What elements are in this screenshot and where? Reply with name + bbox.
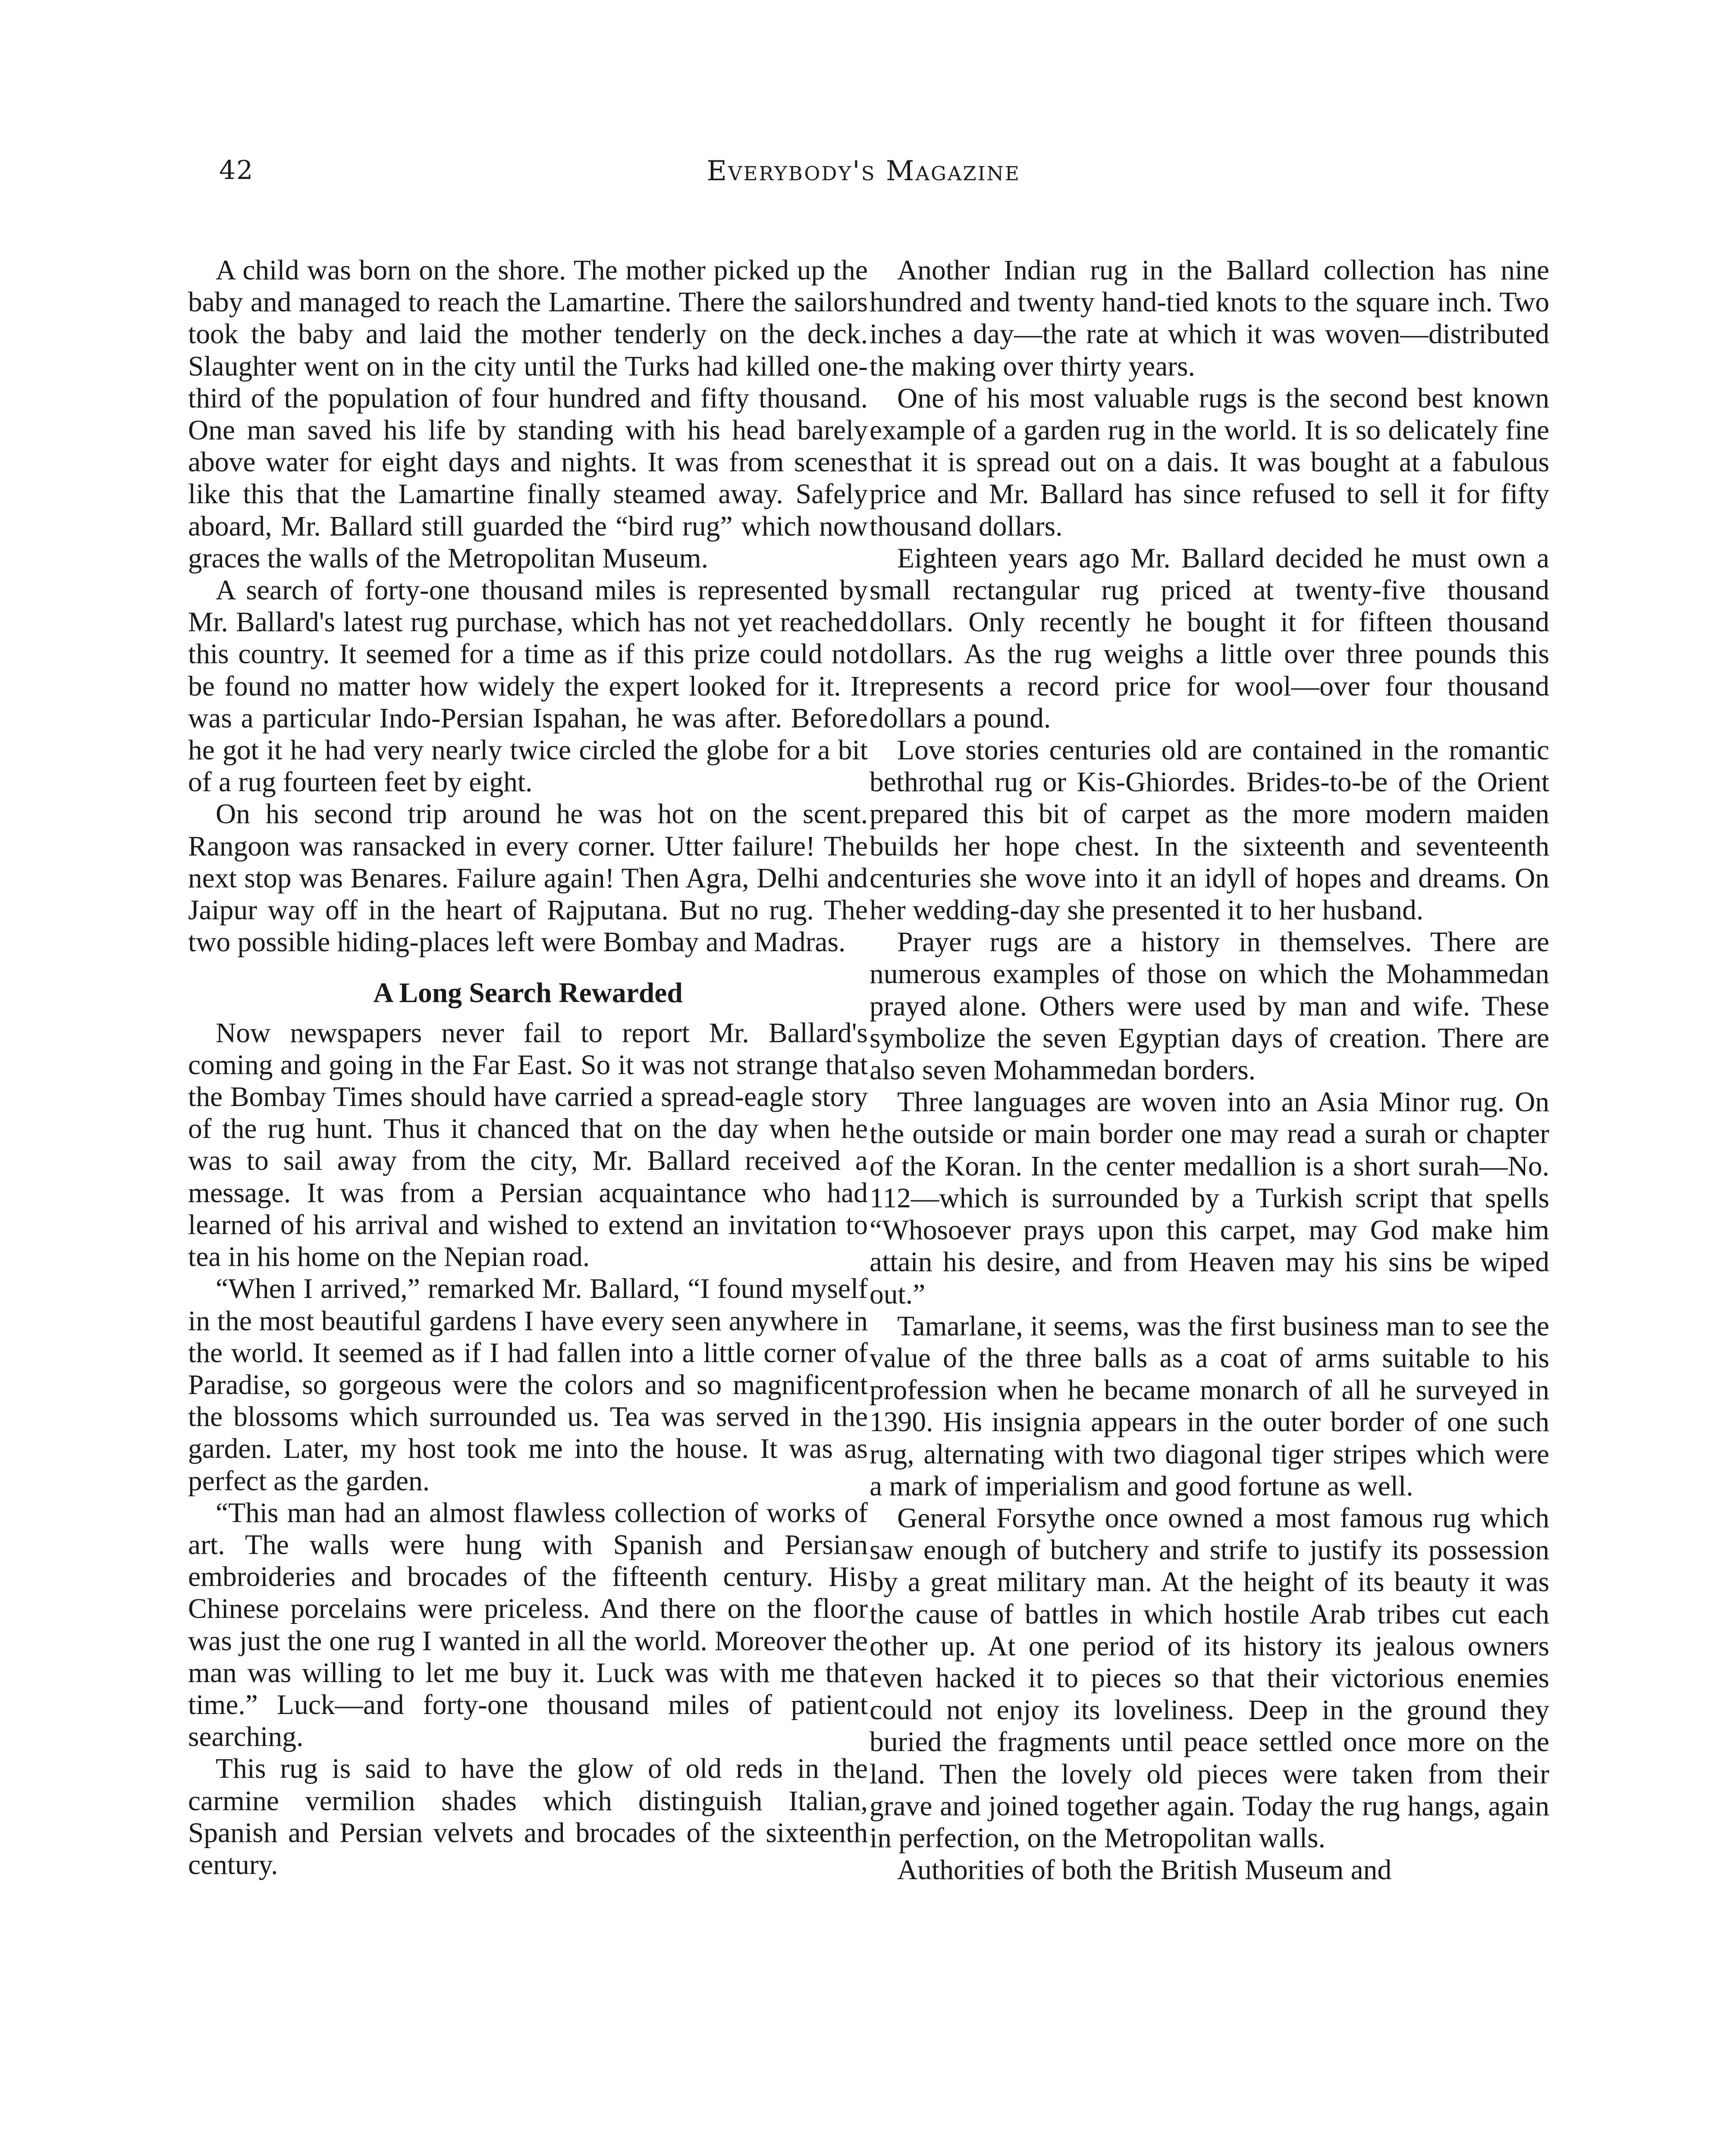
paragraph: A child was born on the shore. The mother picked up the baby and managed to reach the Lamartine. There the sailors took the baby and laid the mother tenderly on the deck. Slaughter went on in the city until the Turks had killed one-third of the population of four hundred and fifty thousand. One man saved his life by standing with his head barely above water for eight days and nights. It was from scenes like this that the Lamartine finally steamed away. Safely aboard, Mr. Ballard still guarded the “bird rug” which now graces the walls of the Metropolitan Museum. <box>188 255 868 574</box>
paragraph: Authorities of both the British Museum and <box>897 1855 1392 1886</box>
running-head: Everybody's Magazine <box>706 155 1020 187</box>
article-column-right <box>870 254 1549 1886</box>
paragraph: “This man had an almost flawless collection of works of art. The walls were hung with Spanish and Persian embroideries and brocades of the fifteenth century. His Chinese porcelains were priceless. And there on the floor was just the one rug I wanted in all the world. Moreover the man was willing to let me buy it. Luck was with me that time.” Luck—and forty-one thousand miles of patient searching. <box>188 1497 868 1753</box>
paragraph: Another Indian rug in the Ballard collection has nine hundred and twenty hand-tied knots to the square inch. Two inches a day—the rate at which it was woven—distributed the making over thirty years. <box>870 255 1549 382</box>
paragraph: Now newspapers never fail to report Mr. Ballard's coming and going in the Far East. So it was not strange that the Bombay Times should have carried a spread-eagle story of the rug hunt. Thus it chanced that on the day when he was to sail away from the city, Mr. Ballard received a message. It was from a Persian acquaintance who had learned of his arrival and wished to extend an invitation to tea in his home on the Nepian road. <box>188 1017 868 1273</box>
paragraph: “When I arrived,” remarked Mr. Ballard, “I found myself in the most beautiful gardens I have every seen anywhere in the world. It seemed as if I had fallen into a little corner of Paradise, so gorgeous were the colors and so magnificent the blossoms which surrounded us. Tea was served in the garden. Later, my host took me into the house. It was as perfect as the garden. <box>188 1273 868 1497</box>
page-number: 42 <box>219 155 254 185</box>
paragraph: Prayer rugs are a history in themselves. There are numerous examples of those on which the Mohammedan prayed alone. Others were used by man and wife. These symbolize the seven Egyptian days of creation. There are also seven Mohammedan borders. <box>870 927 1549 1086</box>
paragraph: On his second trip around he was hot on the scent. Rangoon was ransacked in every corner. Utter failure! The next stop was Benares. Failure again! Then Agra, Delhi and Jaipur way off in the heart of Rajputana. But no rug. The two possible hiding-places left were Bombay and Madras. <box>188 799 868 958</box>
article-column-left <box>188 254 868 1881</box>
page-header <box>0 155 1727 207</box>
section-subhead: A Long Search Rewarded <box>373 978 683 1009</box>
paragraph: Three languages are woven into an Asia Minor rug. On the outside or main border one may read a surah or chapter of the Koran. In the center medallion is a short surah—No. 112—which is surrounded by a Turkish script that spells “Whosoever prays upon this carpet, may God make him attain his desire, and from Heaven may his sins be wiped out.” <box>870 1087 1549 1310</box>
paragraph: Tamarlane, it seems, was the first business man to see the value of the three balls as a coat of arms suitable to his profession when he became monarch of all he surveyed in 1390. His insignia appears in the outer border of one such rug, alternating with two diagonal tiger stripes which were a mark of imperialism and good fortune as well. <box>870 1310 1549 1502</box>
paragraph: This rug is said to have the glow of old reds in the carmine vermilion shades which distinguish Italian, Spanish and Persian velvets and brocades of the sixteenth century. <box>188 1753 868 1880</box>
paragraph: Eighteen years ago Mr. Ballard decided he must own a small rectangular rug priced at twenty-five thousand dollars. Only recently he bought it for fifteen thousand dollars. As the rug weighs a little over three pounds this represents a record price for wool—over four thousand dollars a pound. <box>870 542 1549 734</box>
paragraph: One of his most valuable rugs is the second best known example of a garden rug in the world. It is so delicately fine that it is spread out on a dais. It was bought at a fabulous price and Mr. Ballard has since refused to sell it for fifty thousand dollars. <box>870 382 1549 542</box>
paragraph: General Forsythe once owned a most famous rug which saw enough of butchery and strife to justify its possession by a great military man. At the height of its beauty it was the cause of battles in which hostile Arab tribes cut each other up. At one period of its history its jealous owners even hacked it to pieces so that their victorious enemies could not enjoy its loveliness. Deep in the ground they buried the fragments until peace settled once more on the land. Then the lovely old pieces were taken from their grave and joined together again. Today the rug hangs, again in perfection, on the Metropolitan walls. <box>870 1502 1549 1854</box>
paragraph: Love stories centuries old are contained in the romantic bethrothal rug or Kis-Ghiordes. Brides-to-be of the Orient prepared this bit of carpet as the more modern maiden builds her hope chest. In the sixteenth and seventeenth centuries she wove into it an idyll of hopes and dreams. On her wedding-day she presented it to her husband. <box>870 735 1549 926</box>
paragraph: A search of forty-one thousand miles is represented by Mr. Ballard's latest rug purchase, which has not yet reached this country. It seemed for a time as if this prize could not be found no matter how widely the expert looked for it. It was a particular Indo-Persian Ispahan, he was after. Before he got it he had very nearly twice circled the globe for a bit of a rug fourteen feet by eight. <box>188 575 868 798</box>
